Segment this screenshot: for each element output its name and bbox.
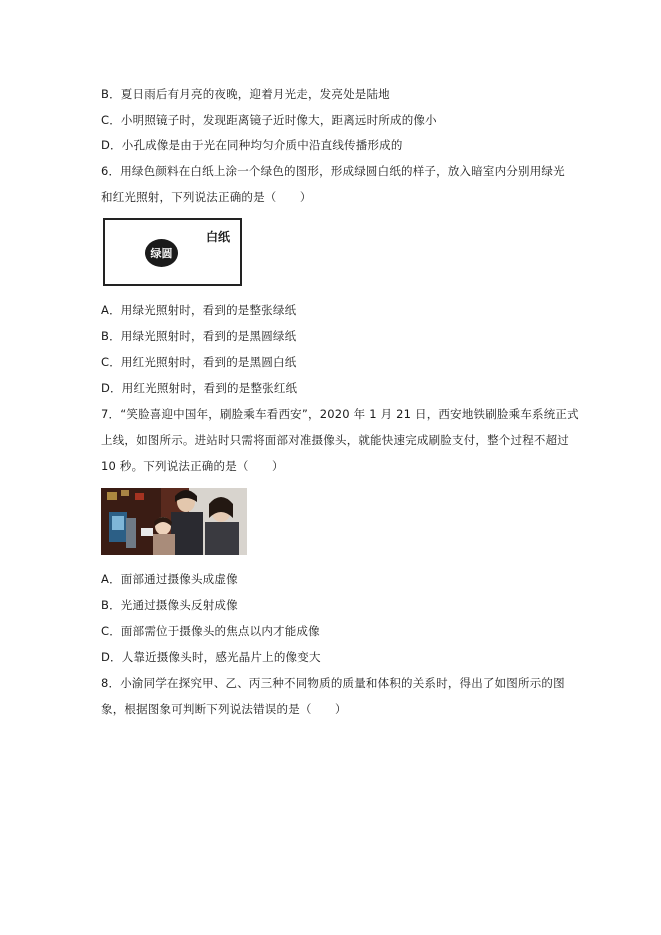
question-6-option-a: A．用绿光照射时，看到的是整张绿纸 [101,303,297,317]
option-c-text: C．小明照镜子时，发现距离镜子近时像大，距离远时所成的像小 [101,113,437,127]
question-8-line-2: 象，根据图象可判断下列说法错误的是（ ） [101,702,347,716]
question-7-option-d: D．人靠近摄像头时，感光晶片上的像变大 [101,650,321,664]
white-paper-label: 白纸 [205,230,230,244]
question-6-line-2: 和红光照射，下列说法正确的是（ ） [101,190,312,204]
option-d-text: D．小孔成像是由于光在同种均匀介质中沿直线传播形成的 [101,138,403,152]
question-8-line-1: 8．小渝同学在探究甲、乙、丙三种不同物质的质量和体积的关系时，得出了如图所示的图 [101,676,565,690]
face-payment-photo [101,488,247,555]
question-6-option-b: B．用绿光照射时，看到的是黑圆绿纸 [101,329,297,343]
option-b-text: B．夏日雨后有月亮的夜晚，迎着月光走，发亮处是陆地 [101,87,390,101]
question-6-option-c: C．用红光照射时，看到的是黑圆白纸 [101,355,297,369]
green-circle-paper-figure [103,218,242,286]
question-7-option-b: B．光通过摄像头反射成像 [101,598,238,612]
question-7-line-1: 7．“笑脸喜迎中国年，刷脸乘车看西安”，2020 年 1 月 21 日，西安地铁刷脸乘车系统正式 [101,407,579,421]
question-7-option-a: A．面部通过摄像头成虚像 [101,572,238,586]
question-7-option-c: C．面部需位于摄像头的焦点以内才能成像 [101,624,320,638]
question-6-option-d: D．用红光照射时，看到的是整张红纸 [101,381,298,395]
question-7-line-2: 上线，如图所示。进站时只需将面部对准摄像头，就能快速完成刷脸支付，整个过程不超过 [101,433,569,447]
green-circle: 绿圆 [145,239,178,267]
face-payment-photo-illustration [101,488,247,555]
question-7-line-3: 10 秒。下列说法正确的是（ ） [101,459,284,473]
question-6-line-1: 6．用绿色颜料在白纸上涂一个绿色的图形，形成绿圆白纸的样子，放入暗室内分别用绿光 [101,164,565,178]
